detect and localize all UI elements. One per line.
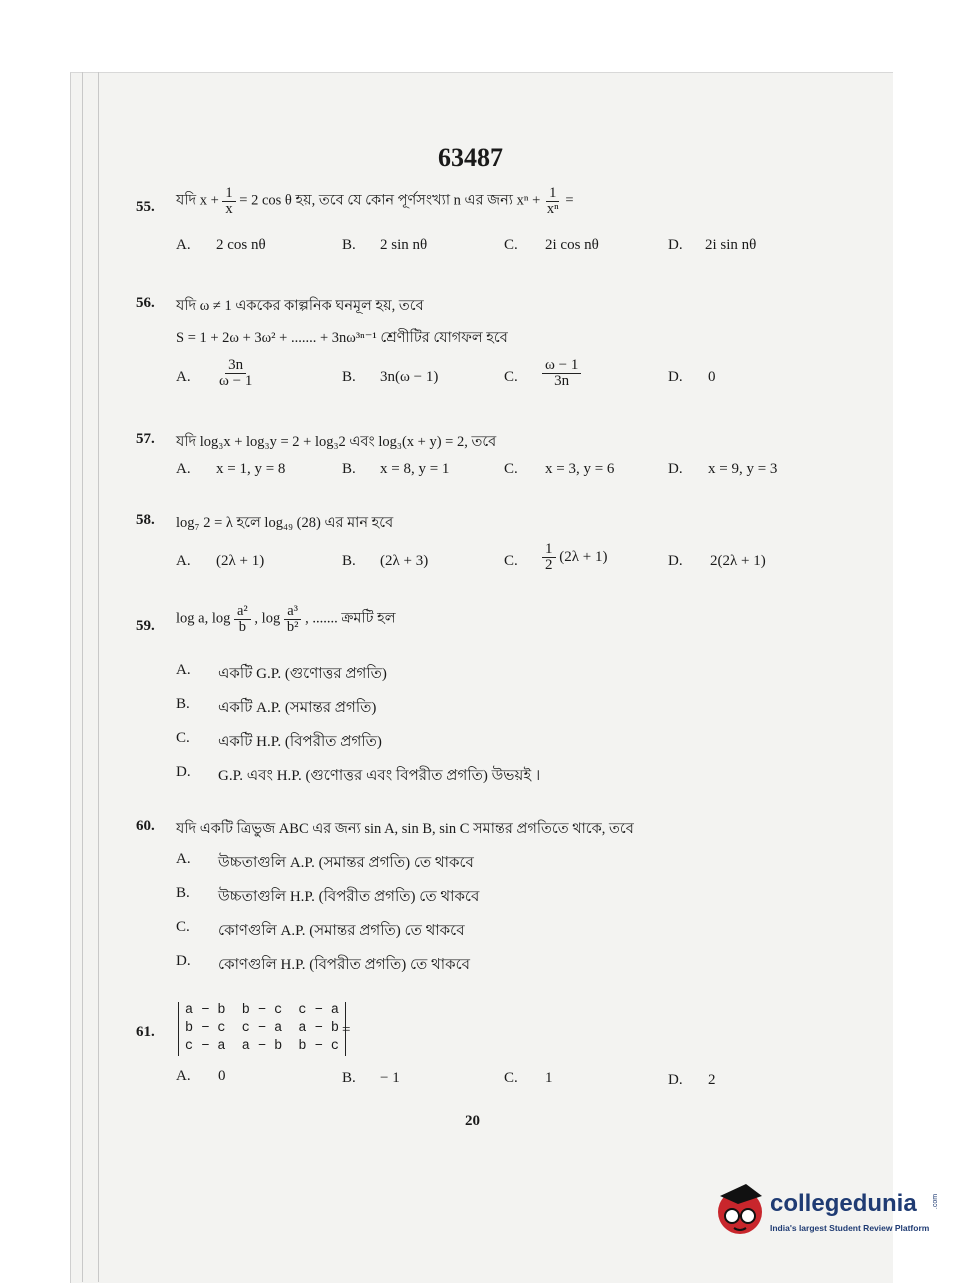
brand-suffix: .com [932, 1193, 940, 1210]
option-text: 3n(ω − 1) [380, 369, 439, 385]
option-fraction [542, 358, 581, 389]
option-text: − 1 [380, 1070, 400, 1086]
question-text: log₇ 2 = λ হলে log₄₉ (28) এর মান হবে [176, 515, 394, 531]
fraction [544, 186, 562, 216]
page-edge-line [98, 72, 99, 1282]
option-label: C. [176, 730, 190, 746]
question-text-part: = 2 cos θ হয়, তবে যে কোন পূর্ণসংখ্যা n এর জন্য xⁿ + [239, 192, 541, 209]
question-text: যদি log₃x + log₃y = 2 + log₃2 এবং log₃(x + y) = 2, তবে [176, 434, 497, 450]
fraction [234, 604, 251, 634]
fraction [222, 186, 235, 216]
option-label: A. [176, 369, 191, 385]
option-text: কোণগুলি A.P. (সমান্তর প্রগতি) তে থাকবে [218, 923, 465, 939]
question-text [176, 186, 574, 216]
determinant-row: b − c c − a a − b [185, 1021, 339, 1036]
option-text: 1 [545, 1070, 553, 1086]
denominator: x [225, 200, 233, 217]
option-text: কোণগুলি H.P. (বিপরীত প্রগতি) তে থাকবে [218, 957, 470, 973]
option-label: D. [668, 553, 683, 569]
option-label: C. [504, 461, 518, 477]
option-text: 2i cos nθ [545, 237, 599, 253]
option-label: B. [342, 461, 356, 477]
option-text: x = 3, y = 6 [545, 461, 615, 477]
numerator: a³ [284, 604, 301, 620]
option-text: x = 9, y = 3 [708, 461, 778, 477]
option-text: উচ্চতাগুলি H.P. (বিপরীত প্রগতি) তে থাকবে [218, 889, 480, 905]
question-text: যদি একটি ত্রিভুজ ABC এর জন্য sin A, sin B, sin C সমান্তর প্রগতিতে থাকে, তবে [176, 821, 634, 837]
denominator: b² [286, 618, 299, 635]
fraction [284, 604, 302, 634]
brand-tagline: India's largest Student Review Platform [770, 1223, 930, 1233]
question-number: 59. [136, 618, 155, 634]
option-text: একটি H.P. (বিপরীত প্রগতি) [218, 734, 382, 750]
option-text: (2λ + 1) [216, 553, 265, 569]
page-edge-line [82, 72, 83, 1282]
option-label: A. [176, 1068, 191, 1084]
option-label: B. [176, 885, 190, 901]
question-text: S = 1 + 2ω + 3ω² + ....... + 3nω³ⁿ⁻¹ শ্রেণীটির যোগফল হবে [176, 330, 508, 346]
determinant-row: c − a a − b b − c [185, 1039, 339, 1054]
brand-name: collegedunia [770, 1190, 917, 1217]
option-text: একটি G.P. (গুণোত্তর প্রগতি) [218, 666, 387, 682]
option-text: উচ্চতাগুলি A.P. (সমান্তর প্রগতি) তে থাকবে [218, 855, 474, 871]
exam-page [70, 72, 893, 1283]
numerator: 1 [222, 186, 235, 202]
option-text: (2λ + 3) [380, 553, 429, 569]
option-label: D. [176, 764, 191, 780]
option-label: C. [176, 919, 190, 935]
denominator: 2 [545, 557, 553, 573]
option-text: (2λ + 1) [559, 548, 608, 565]
question-number: 58. [136, 512, 155, 528]
question-number: 57. [136, 431, 155, 447]
numerator: 1 [546, 186, 559, 202]
option-text: 2 sin nθ [380, 237, 428, 253]
numerator: ω − 1 [542, 358, 581, 374]
collegedunia-logo-icon [712, 1182, 768, 1238]
option-text: G.P. এবং H.P. (গুণোত্তর এবং বিপরীত প্রগতি) উভয়ই । [218, 768, 541, 784]
option-label: A. [176, 662, 191, 678]
option-label: C. [504, 369, 518, 385]
option-label: A. [176, 553, 191, 569]
option-text: 0 [218, 1068, 226, 1084]
option-fraction [216, 358, 255, 389]
question-text-part: , ....... ক্রমটি হল [305, 610, 396, 627]
denominator: 3n [554, 373, 570, 389]
option-fraction [542, 542, 607, 573]
option-label: D. [668, 1072, 683, 1088]
numerator: a² [234, 604, 251, 620]
option-label: B. [342, 237, 356, 253]
numerator: 1 [542, 542, 556, 558]
equals-sign: = [342, 1022, 351, 1038]
question-text-part: , log [254, 610, 281, 627]
paper-code: 63487 [438, 143, 503, 172]
option-label: D. [668, 369, 683, 385]
option-label: A. [176, 237, 191, 253]
denominator: ω − 1 [219, 373, 253, 389]
option-label: C. [504, 1070, 518, 1086]
question-number: 55. [136, 199, 155, 215]
option-text: একটি A.P. (সমান্তর প্রগতি) [218, 700, 377, 716]
denominator: b [238, 618, 247, 635]
question-text-part: log a, log [176, 610, 231, 627]
option-label: A. [176, 461, 191, 477]
question-number: 56. [136, 295, 155, 311]
option-text: 2i sin nθ [705, 237, 757, 253]
option-label: D. [668, 461, 683, 477]
question-text: যদি ω ≠ 1 এককের কাল্পনিক ঘনমূল হয়, তবে [176, 298, 424, 314]
option-label: D. [176, 953, 191, 969]
option-label: B. [342, 553, 356, 569]
page-number: 20 [465, 1113, 480, 1129]
option-text: 2 cos nθ [216, 237, 266, 253]
option-text: 0 [708, 369, 716, 385]
question-text-part: = [565, 192, 574, 209]
determinant [178, 1002, 346, 1056]
option-label: C. [504, 553, 518, 569]
numerator: 3n [225, 358, 246, 374]
denominator: xⁿ [546, 200, 559, 217]
determinant-row: a − b b − c c − a [185, 1003, 339, 1018]
option-text: x = 1, y = 8 [216, 461, 286, 477]
option-label: C. [504, 237, 518, 253]
option-text: 2(2λ + 1) [710, 553, 766, 569]
question-text [176, 604, 396, 634]
option-label: D. [668, 237, 683, 253]
question-text-part: যদি x + [176, 192, 219, 209]
option-label: B. [342, 1070, 356, 1086]
option-text: 2 [708, 1072, 716, 1088]
option-text: x = 8, y = 1 [380, 461, 450, 477]
option-label: B. [176, 696, 190, 712]
option-label: A. [176, 851, 191, 867]
question-number: 61. [136, 1024, 155, 1040]
question-number: 60. [136, 818, 155, 834]
option-label: B. [342, 369, 356, 385]
